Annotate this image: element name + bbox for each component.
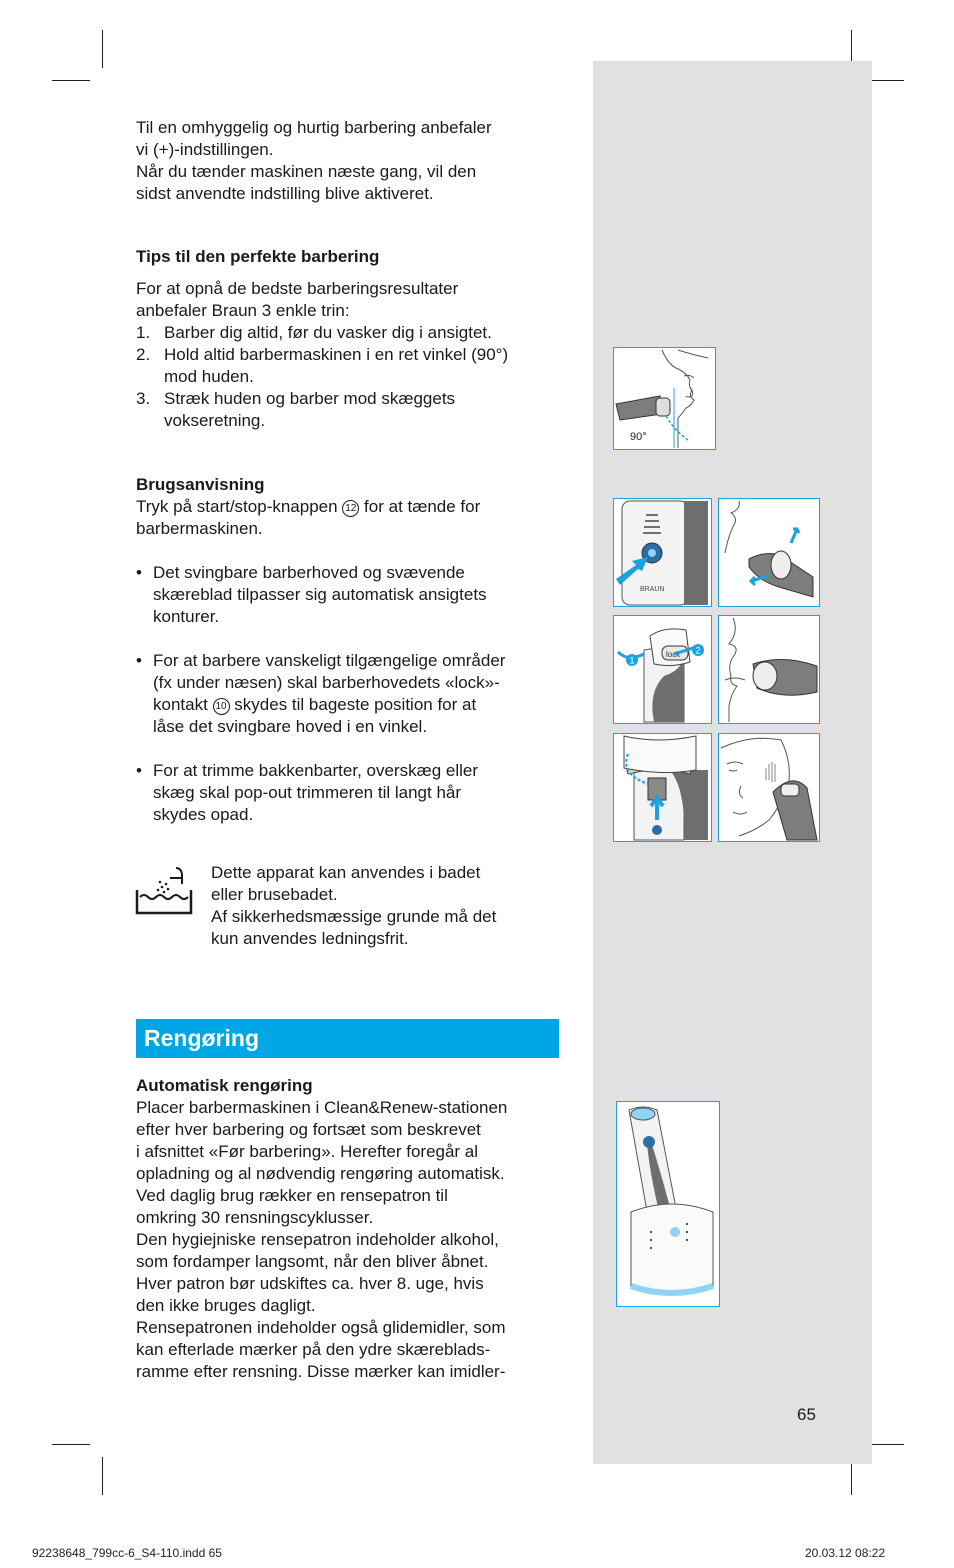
face-shaving-icon xyxy=(614,348,715,449)
list-item: 1. Barber dig altid, før du vasker dig i ansigtet. xyxy=(136,323,492,342)
page-number: 65 xyxy=(797,1405,816,1424)
step-number: 2 xyxy=(695,645,701,656)
figure-trimmer xyxy=(613,733,712,842)
shower-bath-icon xyxy=(134,864,194,916)
face-swivel-icon xyxy=(719,499,819,606)
figure-shaving-angle xyxy=(613,347,716,450)
reference-number: 10 xyxy=(213,698,230,715)
usage-section: Brugsanvisning Tryk på start/stop-knappen 12 for at tænde for barbermaskinen. • Det svingbare barberhoved og svævende skæreblad tilpasser sig automatisk ansigtets konturer. • For at barbere vanskeligt tilgængelige områder (fx under næsen) skal barberhovedets «lock»- kontakt 10 skydes til bageste position for at låse det svingbare hoved i en vinkel. • For at trimme bakkenbarter, overskæg eller skæg skal pop-out trimmeren til langt hår skydes opad. xyxy=(136,474,566,826)
face-under-nose-icon xyxy=(719,616,819,723)
section-title: Rengøring xyxy=(144,1025,259,1051)
cleaning-subheading: Automatisk rengøring xyxy=(136,1076,313,1095)
figure-under-nose xyxy=(718,615,820,724)
footer-timestamp: 20.03.12 08:22 xyxy=(805,1546,886,1560)
list-item: • For at barbere vanskeligt tilgængelige områder (fx under næsen) skal barberhovedets «lock»- kontakt 10 skydes til bageste position for at låse det svingbare hoved i en vinkel. xyxy=(136,651,506,736)
list-item: 2. Hold altid barbermaskinen i en ret vinkel (90°) mod huden. xyxy=(136,345,509,386)
shaver-lock-icon xyxy=(614,616,711,723)
lock-label: lock xyxy=(666,650,681,659)
figure-swivel-head xyxy=(718,498,820,607)
figure-start-button xyxy=(613,498,712,607)
reference-number: 12 xyxy=(342,500,359,517)
crop-mark xyxy=(52,1444,90,1445)
cleaning-section: Automatisk rengøring Placer barbermaskinen i Clean&Renew-stationen efter hver barbering og fortsæt som beskrevet i afsnittet «Før barbering». Herefter foregår al opladning og al nødvendig rengøring automatisk. Ved daglig brug rækker en rensepatron til omkring 30 rensningscyklusser. Den hygiejniske rensepatron indeholder alkohol, som fordamper langsomt, når den bliver åbnet. Hver patron bør udskiftes ca. hver 8. uge, hvis den ikke bruges dagligt. Rensepatronen indeholder også glidemidler, som kan efterlade mærker på den ydre skæreblads- ramme efter rensning. Disse mærker kan imidler- xyxy=(136,1075,576,1383)
bath-note: Dette apparat kan anvendes i badet eller brusebadet. Af sikkerhedsmæssige grunde må det kun anvendes ledningsfrit. xyxy=(211,863,497,948)
section-heading-bar xyxy=(136,1019,559,1058)
tips-section: Tips til den perfekte barbering For at opnå de bedste barberingsresultater anbefaler Braun 3 enkle trin: 1. Barber dig altid, før du vasker dig i ansigtet. 2. Hold altid barbermaskinen i en ret vinkel (90°) mod huden. 3. Stræk huden og barber mod skæggets vokseretning. xyxy=(136,246,566,432)
face-sideburn-icon xyxy=(719,734,819,841)
figure-lock-switch xyxy=(613,615,712,724)
clean-renew-station-icon xyxy=(617,1102,719,1306)
figure-clean-station xyxy=(616,1101,720,1307)
list-item: • Det svingbare barberhoved og svævende skæreblad tilpasser sig automatisk ansigtets konturer. xyxy=(136,563,487,626)
brand-label: BRAUN xyxy=(640,586,665,593)
crop-mark xyxy=(52,80,90,81)
footer-file-info: 92238648_799cc-6_S4-110.indd 65 xyxy=(32,1546,222,1560)
tips-heading: Tips til den perfekte barbering xyxy=(136,247,380,266)
usage-heading: Brugsanvisning xyxy=(136,475,265,494)
list-item: 3. Stræk huden og barber mod skæggets vokseretning. xyxy=(136,389,456,430)
intro-paragraph: Til en omhyggelig og hurtig barbering anbefaler vi (+)-indstillingen. Når du tænder maskinen næste gang, vil den sidst anvendte indstilling blive aktiveret. xyxy=(136,118,492,203)
crop-mark xyxy=(102,30,103,68)
crop-mark xyxy=(102,1457,103,1495)
shaver-power-icon xyxy=(614,499,711,606)
figure-sideburns xyxy=(718,733,820,842)
angle-label: 90° xyxy=(630,431,647,443)
shaver-trimmer-icon xyxy=(614,734,711,841)
step-number: 1 xyxy=(629,655,635,666)
list-item: • For at trimme bakkenbarter, overskæg eller skæg skal pop-out trimmeren til langt hår skydes opad. xyxy=(136,761,479,824)
